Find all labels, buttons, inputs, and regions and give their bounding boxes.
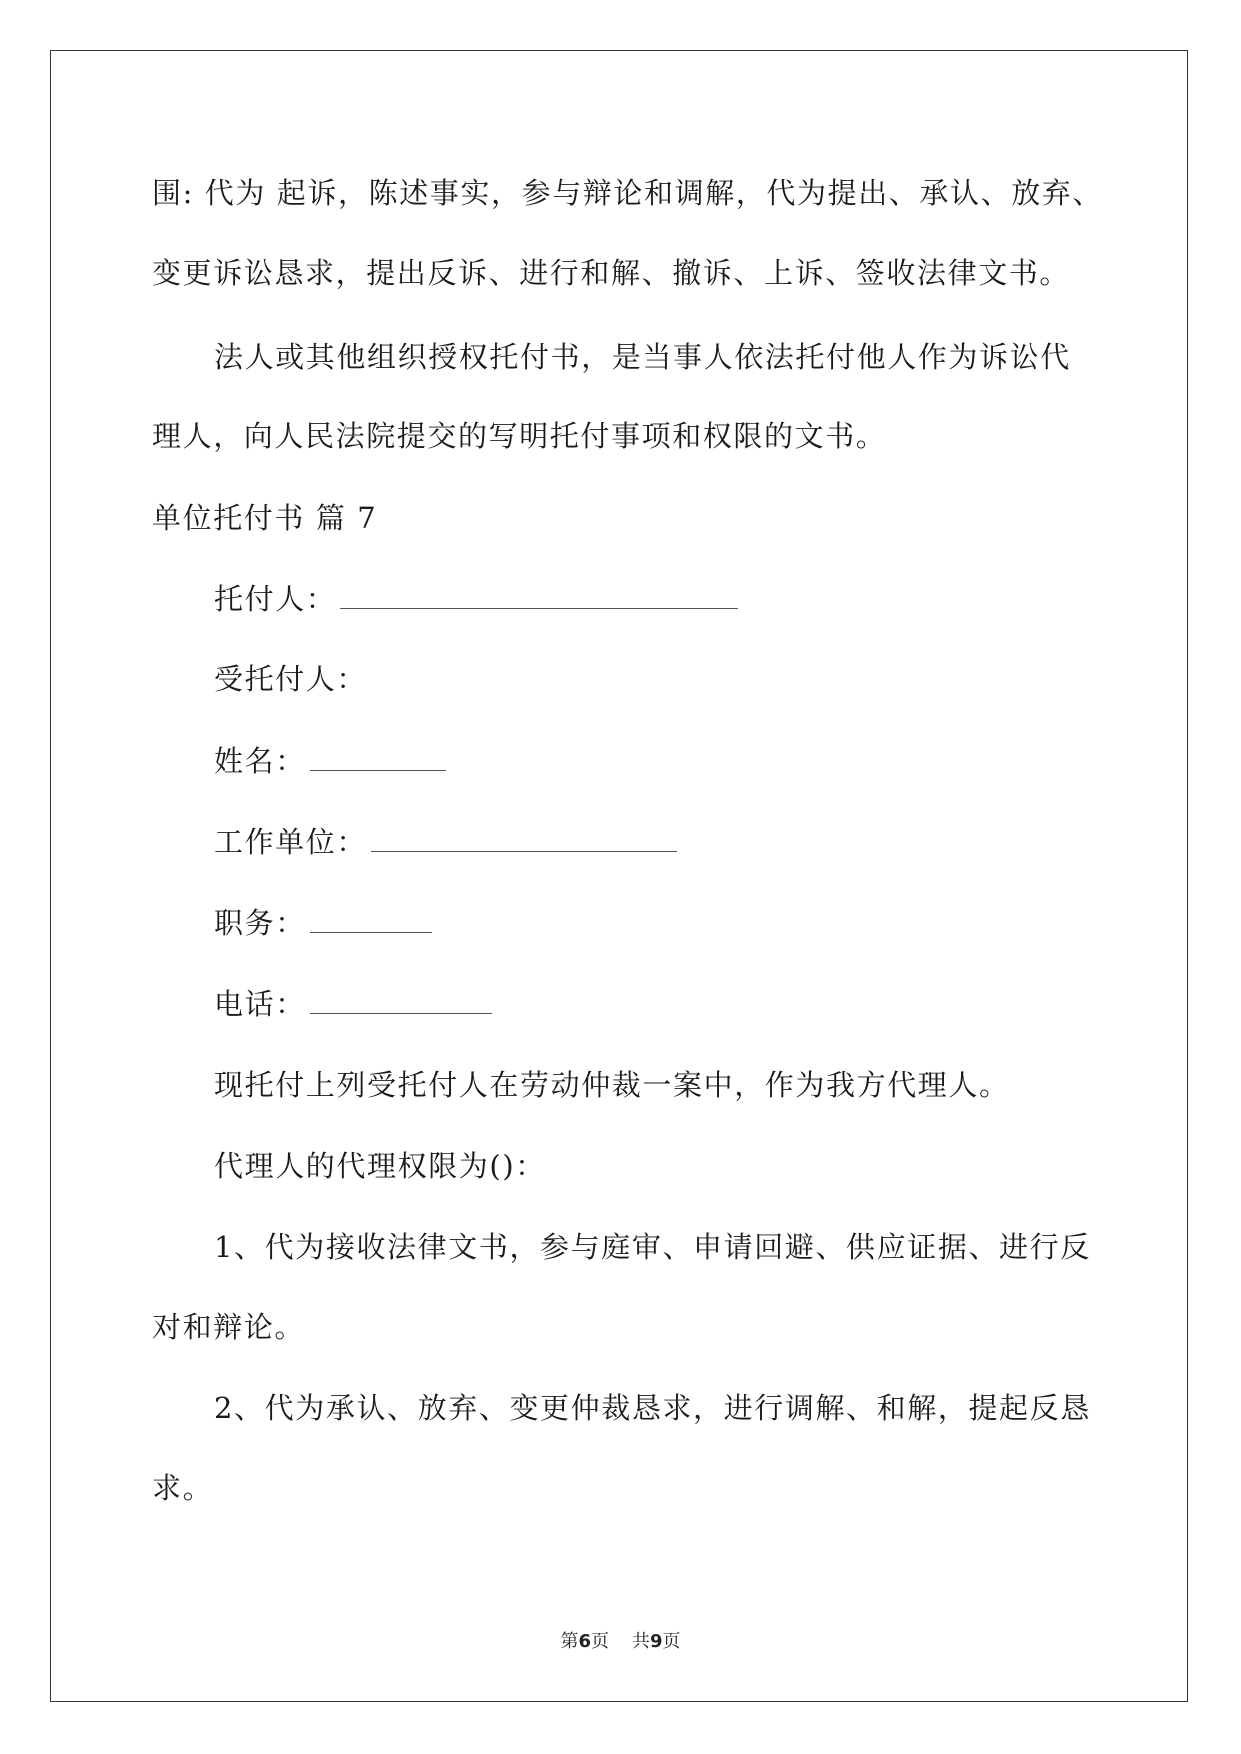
position-blank [310,908,432,933]
footer-prefix: 第 [560,1631,579,1652]
footer-mid: 页 共 [591,1631,650,1652]
page-footer [0,1630,1241,1654]
paragraph-line-15: 对和辩论。 [152,1310,306,1344]
name-blank [310,746,446,771]
footer-page-number: 6 [578,1631,592,1652]
name-label: 姓名： [214,744,306,778]
phone-label: 电话： [214,987,306,1021]
workplace-field [214,822,677,862]
paragraph-line-16: 2、代为承认、放弃、变更仲裁恳求，进行调解、和解，提起反恳 [214,1391,1091,1425]
principal-label: 托付人： [214,582,337,616]
paragraph-line-2: 变更诉讼恳求，提出反诉、进行和解、撤诉、上诉、签收法律文书。 [152,256,1071,290]
paragraph-line-13: 代理人的代理权限为()： [214,1149,546,1183]
paragraph-line-14: 1、代为接收法律文书，参与庭审、申请回避、供应证据、进行反 [214,1230,1091,1264]
position-label: 职务： [214,906,306,940]
principal-blank [340,584,738,609]
phone-field [214,984,492,1024]
page-border [50,50,1188,1702]
phone-blank [310,989,492,1014]
workplace-label: 工作单位： [214,825,368,859]
footer-suffix: 页 [662,1631,681,1652]
footer-total-pages: 9 [649,1631,663,1652]
paragraph-line-3: 法人或其他组织授权托付书，是当事人依法托付他人作为诉讼代 [214,340,1071,374]
agent-label: 受托付人： [214,662,368,696]
paragraph-line-1: 围: 代为 起诉，陈述事实，参与辩论和调解，代为提出、承认、放弃、 [152,176,1104,210]
paragraph-line-4: 理人，向人民法院提交的写明托付事项和权限的文书。 [152,419,887,453]
section-heading: 单位托付书 篇 7 [152,501,378,535]
workplace-blank [371,827,677,852]
paragraph-line-17: 求。 [152,1471,214,1505]
paragraph-line-12: 现托付上列受托付人在劳动仲裁一案中，作为我方代理人。 [214,1068,1010,1102]
name-field [214,741,446,781]
position-field [214,903,432,943]
principal-field [214,579,738,619]
